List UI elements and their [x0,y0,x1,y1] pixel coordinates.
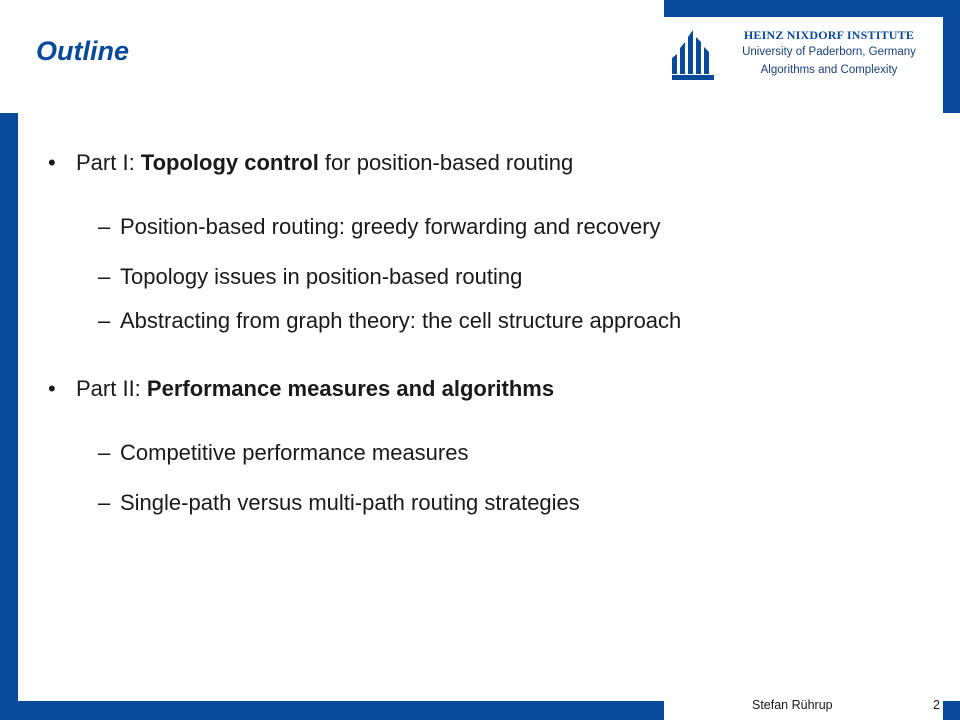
part-1-text [76,152,573,174]
bullet-marker: • [48,376,56,401]
part-1-suffix: for position-based routing [318,150,574,175]
dash-marker: – [98,264,111,289]
bullet-marker: • [48,150,56,175]
footer-author: Stefan Rührup [752,698,833,712]
page-number: 2 [933,698,940,712]
research-group: Algorithms and Complexity [760,64,898,76]
part-1-emphasis: Topology control [140,150,319,175]
university-name: University of Paderborn, Germany [742,46,916,58]
part-2-emphasis: Performance measures and algorithms [146,376,555,401]
part-2-subitem-text: Competitive performance measures [120,440,469,465]
part-1-prefix: Part I: [76,150,141,175]
dash-marker: – [98,308,111,333]
dash-marker: – [98,214,111,239]
part-1-subitem-text: Topology issues in position-based routing [120,264,523,289]
part-1-subitem-text: Abstracting from graph theory: the cell structure approach [120,308,682,333]
part-2-text [76,378,554,400]
part-1-subitem-text: Position-based routing: greedy forwarding and recovery [120,214,661,239]
dash-marker: – [98,440,111,465]
institute-name: HEINZ NIXDORF INSTITUTE [743,28,915,42]
dash-marker: – [98,490,111,515]
part-2-subitem-text: Single-path versus multi-path routing strategies [120,490,580,515]
slide-title: Outline [36,36,129,66]
part-2-prefix: Part II: [76,376,147,401]
